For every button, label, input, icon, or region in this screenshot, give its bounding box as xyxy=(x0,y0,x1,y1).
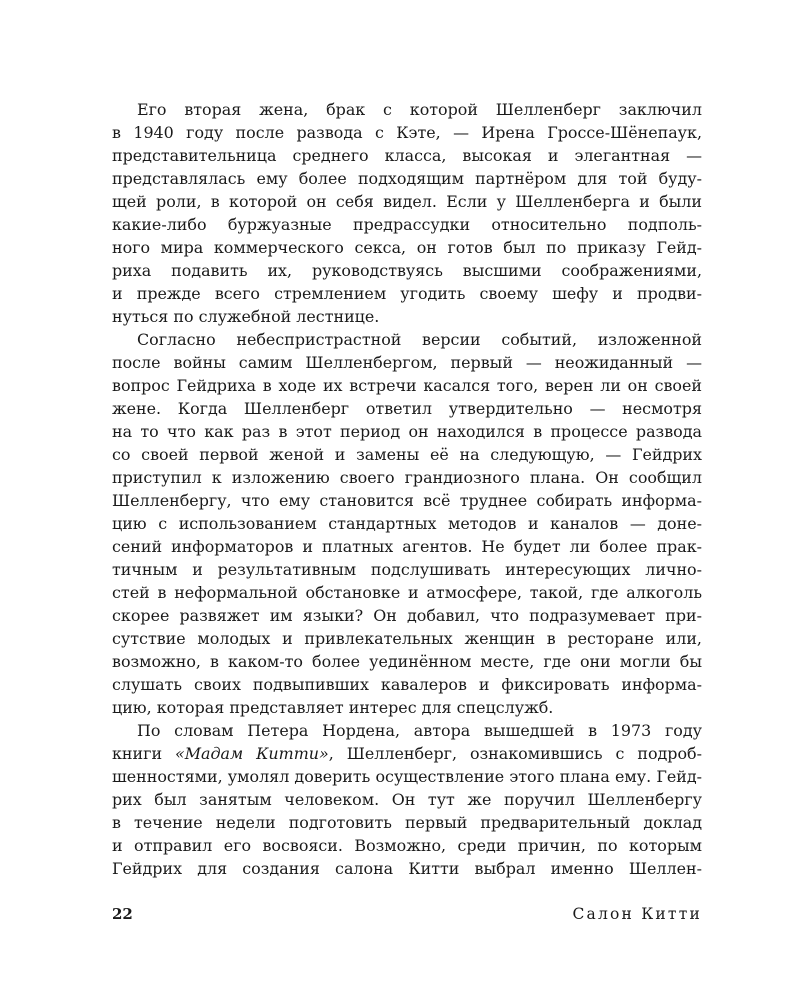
text-line: представительница среднего класса, высокая и элегантная — xyxy=(112,146,702,165)
text-line: скорее развяжет им языки? Он добавил, что подразумевает при- xyxy=(112,606,702,625)
text-line: на то что как раз в этот период он находился в процессе развода xyxy=(112,422,702,441)
text-line: и прежде всего стремлением угодить своему шефу и продви- xyxy=(112,284,702,303)
text-line: шенностями, умолял доверить осуществление этого плана ему. Гейд- xyxy=(112,767,702,786)
text-line: в течение недели подготовить первый предварительный доклад xyxy=(112,813,702,832)
page-number: 22 xyxy=(112,905,133,923)
text-line: цию, которая представляет интерес для спецслужб. xyxy=(112,698,554,717)
paragraph xyxy=(112,98,702,328)
text-line: и отправил его восвояси. Возможно, среди причин, по которым xyxy=(112,836,702,855)
text-line: со своей первой женой и замены её на следующую, — Гейдрих xyxy=(112,445,702,464)
page-footer xyxy=(112,901,702,927)
text-line: приступил к изложению своего грандиозного плана. Он сообщил xyxy=(112,468,702,487)
text-line: вопрос Гейдриха в ходе их встречи касался того, верен ли он своей xyxy=(112,376,702,395)
text-line: сутствие молодых и привлекательных женщин в ресторане или, xyxy=(112,629,702,648)
text-fragment: книги xyxy=(112,744,175,763)
text-line: возможно, в каком-то более уединённом месте, где они могли бы xyxy=(112,652,702,671)
book-title: «Мадам Китти» xyxy=(174,744,329,763)
text-line: нуться по служебной лестнице. xyxy=(112,307,380,326)
text-line: Шелленбергу, что ему становится всё труднее собирать информа- xyxy=(112,491,702,510)
text-line: после войны самим Шелленбергом, первый — неожиданный — xyxy=(112,353,702,372)
text-fragment: , Шелленберг, ознакомившись с подроб- xyxy=(328,744,702,763)
text-line: Согласно небеспристрастной версии событий, изложенной xyxy=(137,330,702,349)
text-line: Его вторая жена, брак с которой Шелленберг заключил xyxy=(137,100,702,119)
text-line: тичным и результативным подслушивать интересующих лично- xyxy=(112,560,702,579)
paragraph xyxy=(112,719,702,880)
text-line: представлялась ему более подходящим партнёром для той буду- xyxy=(112,169,702,188)
text-line-with-title xyxy=(112,742,702,765)
text-line: По словам Петера Нордена, автора вышедшей в 1973 году xyxy=(137,721,702,740)
text-line: какие-либо буржуазные предрассудки относительно подполь- xyxy=(112,215,702,234)
text-line: щей роли, в которой он себя видел. Если у Шелленберга и были xyxy=(112,192,702,211)
text-line: цию с использованием стандартных методов и каналов — доне- xyxy=(112,514,702,533)
text-line: жене. Когда Шелленберг ответил утвердительно — несмотря xyxy=(112,399,702,418)
text-line: рих был занятым человеком. Он тут же поручил Шелленбергу xyxy=(112,790,702,809)
text-line: стей в неформальной обстановке и атмосфере, такой, где алкоголь xyxy=(112,583,702,602)
running-head: Салон Китти xyxy=(572,905,702,923)
text-line: Гейдрих для создания салона Китти выбрал именно Шеллен- xyxy=(112,859,702,878)
text-line: в 1940 году после развода с Кэте, — Ирена Гроссе-Шёнепаук, xyxy=(112,123,702,142)
text-line: риха подавить их, руководствуясь высшими соображениями, xyxy=(112,261,702,280)
paragraph xyxy=(112,328,702,719)
text-line: сений информаторов и платных агентов. Не будет ли более прак- xyxy=(112,537,702,556)
text-line: ного мира коммерческого секса, он готов был по приказу Гейд- xyxy=(112,238,702,257)
text-line: слушать своих подвыпивших кавалеров и фиксировать информа- xyxy=(112,675,702,694)
page-body xyxy=(112,98,702,880)
